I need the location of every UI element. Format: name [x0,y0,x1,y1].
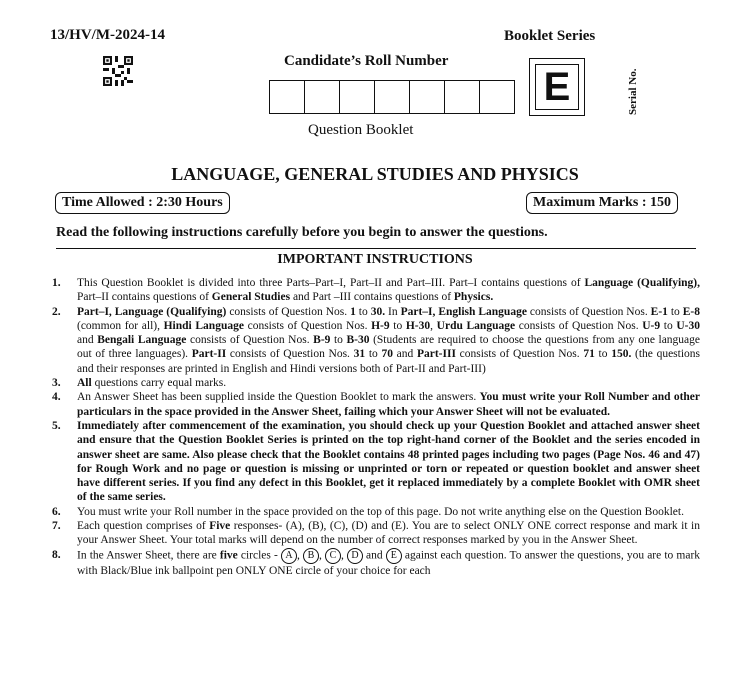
text-run: to [330,334,347,347]
text-run: You must write your Roll number in the space provided on the top of this page. Do not write anything else on the Question Booklet. [77,505,684,518]
bold-text: Physics. [453,291,494,304]
text-run: and Part –III contains questions of [290,291,454,304]
roll-number-box[interactable] [340,81,375,113]
instruction-item [52,548,700,578]
bold-text: B-30 [346,334,370,347]
time-allowed: Time Allowed : 2:30 Hours [55,192,230,214]
instruction-text [77,305,700,376]
instruction-text [77,519,700,548]
instruction-text [77,548,700,578]
instruction-item [52,419,700,505]
text-run: to [660,319,677,332]
roll-number-box[interactable] [305,81,340,113]
text-run: consists of Question Nos. [243,319,372,332]
divider [56,248,696,249]
question-booklet-label: Question Booklet [308,122,414,138]
instruction-number: 4. [52,391,61,404]
text-run: to [389,319,406,332]
text-run: (common for all), [77,319,164,332]
instruction-number: 7. [52,520,61,533]
text-run: consists of Question Nos. [526,305,651,318]
option-circle-icon: B [303,548,319,564]
exam-subject-title: LANGUAGE, GENERAL STUDIES AND PHYSICS [171,164,579,184]
text-run: , [430,319,437,332]
instruction-text [77,376,700,390]
roll-number-boxes[interactable] [269,80,515,114]
bold-text: You must write your Roll Number and other particulars in the space provided in the Answer Sheet, failing which your Answer Sheet will not be evaluated. [77,391,701,418]
booklet-series-letter: E [535,64,579,110]
bold-text: General Studies [211,291,291,304]
roll-number-box[interactable] [445,81,480,113]
instruction-number: 2. [52,305,61,318]
bold-text: Part–I, Language (Qualifying) [77,305,227,318]
bold-text: Part-II [191,348,227,361]
instruction-number: 1. [52,277,61,289]
maximum-marks: Maximum Marks : 150 [526,192,678,214]
instruction-item [52,390,700,419]
roll-number-box[interactable] [410,81,445,113]
bold-text: 150. [611,348,632,361]
text-run: and [362,549,386,562]
instruction-item [52,305,700,376]
instruction-item [52,376,700,390]
bold-text: H-9 [371,319,390,332]
bold-text: Language (Qualifying), [584,277,700,289]
roll-number-box[interactable] [270,81,305,113]
instructions-heading: IMPORTANT INSTRUCTIONS [277,252,473,267]
option-circle-icon: D [347,548,363,564]
text-run: and [392,348,417,361]
roll-number-box[interactable] [375,81,410,113]
bold-text: 70 [381,348,393,361]
serial-number-label: Serial No. [627,68,639,115]
text-run: questions carry equal marks. [91,377,227,390]
text-run: to [594,348,612,361]
bold-text: Part-III [416,348,456,361]
text-run: , [318,549,325,562]
bold-text: All [77,377,92,390]
booklet-series-label: Booklet Series [504,28,596,44]
booklet-series-box [529,58,585,116]
option-circle-icon: E [386,548,402,564]
bold-text: Hindi Language [163,319,244,332]
text-run: consists of Question Nos. [226,348,354,361]
instruction-number: 6. [52,505,61,518]
roll-number-label: Candidate’s Roll Number [284,53,449,69]
bold-text: E-1 [650,305,668,318]
bold-text: B-9 [313,334,331,347]
text-run: (Students are required to choose the questions from any one language out of three languages). [77,334,701,361]
text-run: consists of Question Nos. [515,319,643,332]
instruction-item [52,276,700,305]
text-run: Part–II contains questions of [77,291,212,304]
instruction-number: 3. [52,377,61,390]
bold-text: U-9 [642,319,661,332]
option-circle-icon: A [281,548,297,564]
bold-text: Five [209,520,231,533]
instruction-text [77,419,700,505]
bold-text: 1 [350,305,356,318]
text-run: consists of Question Nos. [226,305,351,318]
instruction-number: 8. [52,548,61,561]
bold-text: 30. [370,305,386,318]
text-run: responses- (A), (B), (C), (D) and (E). You are to select ONLY ONE correct response and mark it in your Answer Sheet. Your total marks will depend on the number of correct responses marked by you in the Answer Sheet. [77,520,700,547]
instruction-item [52,505,700,519]
bold-text: Immediately after commencement of the examination, you should check up your Question Booklet and attached answer sheet and ensure that the Question Booklet Series is printed on the top right-hand corner of the Booklet and the series encoded in answer sheet are same. Also please check that the Booklet contains 48 printed pages including two pages (Page Nos. 46 and 47) for Rough Work and no page or question is missing or unprinted or torn or repeated or question booklet and answer sheet have different series. If you find any defect in this Booklet, get it replaced immediately by a complete Booklet with OMR sheet of the same series. [77,419,700,504]
text-run: and [77,334,98,347]
option-circle-icon: C [325,548,341,564]
instruction-number: 5. [52,419,61,432]
instruction-text [77,505,700,519]
text-run: , [296,549,303,562]
qr-code-icon [103,56,133,86]
text-run: to [355,305,371,318]
text-run: (the questions and their responses are printed in English and Hindi versions both of Part-II and Part-III) [77,348,701,375]
bold-text: 71 [583,348,595,361]
roll-number-box[interactable] [480,81,514,113]
text-run: consists of Question Nos. [186,334,314,347]
text-run: consists of Question Nos. [455,348,584,361]
bold-text: H-30 [405,319,431,332]
bold-text: 31 [353,348,366,361]
instruction-text [77,390,700,419]
bold-text: U-30 [676,319,700,332]
text-run: In the Answer Sheet, there are [77,549,220,562]
paper-code: 13/HV/M-2024-14 [50,27,165,43]
bold-text: Bengali Language [97,334,187,347]
instructions-list [52,276,700,578]
bold-text: five [219,549,238,562]
instruction-item [52,519,700,548]
bold-text: Part–I, English Language [400,305,527,318]
bold-text: Urdu Language [436,319,516,332]
bold-text: E-8 [682,305,701,318]
text-run: Each question comprises of [77,520,210,533]
text-run: to [667,305,683,318]
text-run: In [385,305,401,318]
text-run: circles - [237,549,281,562]
text-run: This Question Booklet is divided into three Parts–Part–I, Part–II and Part–III. Part–I contains questions of [77,277,585,289]
text-run: , [340,549,347,562]
read-instructions-note: Read the following instructions carefully before you begin to answer the questions. [56,225,548,240]
text-run: against each question. To answer the questions, you are to mark with Black/Blue ink ballpoint pen ONLY ONE circle of your choice for each [77,549,701,577]
text-run: to [365,348,382,361]
instruction-text [77,276,700,305]
text-run: An Answer Sheet has been supplied inside the Question Booklet to mark the answers. [77,391,480,404]
